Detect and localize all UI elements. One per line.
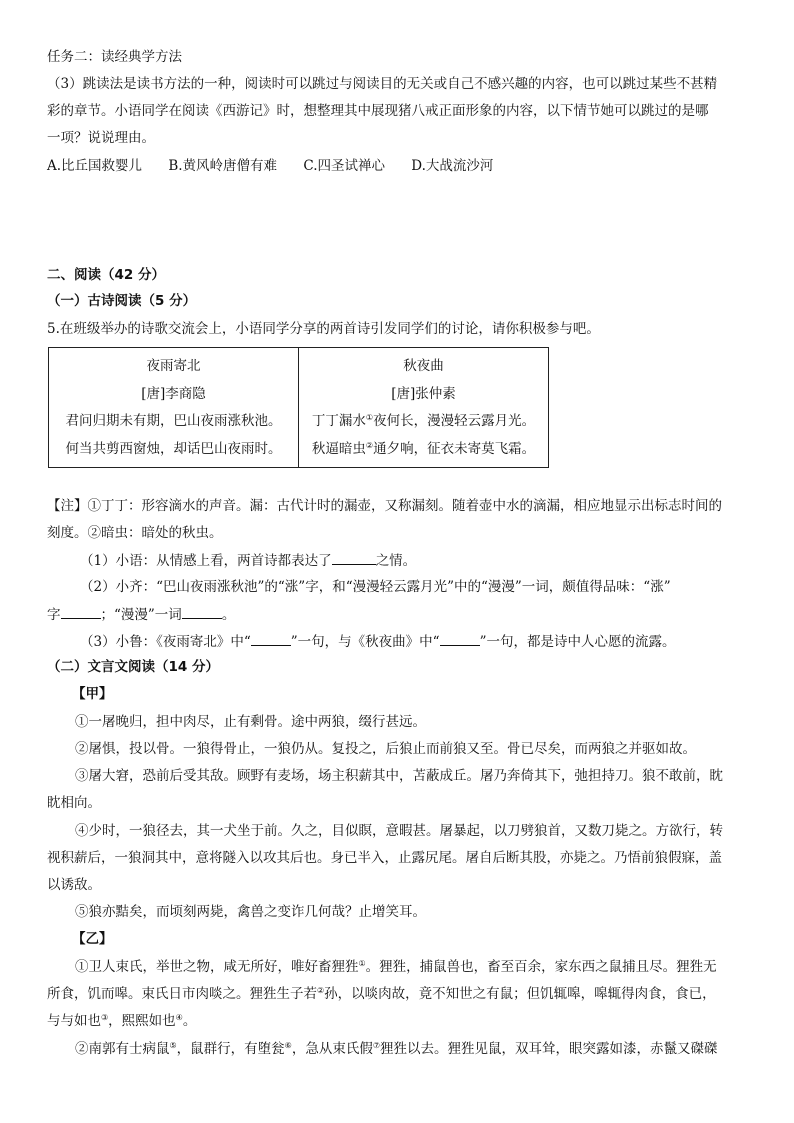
poem-right-line1: 丁丁漏水①夜何长，漫漫轻云露月光。	[311, 413, 536, 429]
poem-left-line1: 君问归期未有期，巴山夜雨涨秋池。	[65, 413, 282, 429]
jia-p2: ②屠惧，投以骨。一狼得骨止，一狼仍从。复投之，后狼止而前狼又至。骨已尽矣，而两狼之并驱如故。	[75, 741, 696, 757]
jia-p3-line1: ③屠大窘，恐前后受其敌。顾野有麦场，场主积薪其中，苫蔽成丘。屠乃奔倚其下，弛担持刀。狼不敢前，眈	[75, 768, 723, 784]
jia-p4-line3: 以诱敌。	[47, 877, 101, 893]
jia-p5: ⑤狼亦黠矣，而顷刻两毙，禽兽之变诈几何哉？止增笑耳。	[75, 904, 426, 920]
classical-title: （二）文言文阅读（14 分）	[47, 659, 219, 675]
poem-q2-line1: （2）小齐：“巴山夜雨涨秋池”的“涨”字，和“漫漫轻云露月光”中的“漫漫”一词，颇值得品味：“涨”	[80, 579, 671, 595]
poem-left	[49, 348, 299, 468]
section2-sub1: （一）古诗阅读（5 分）	[47, 293, 197, 309]
poem-left-title: 夜雨寄北	[146, 358, 201, 374]
option-d: D.大战流沙河	[411, 158, 494, 174]
passage-yi-label: 【乙】	[72, 931, 113, 947]
yi-p2-line1: ②南郭有士病鼠⑤，鼠群行，有堕瓮⑥，急从束氏假⑦狸狌以去。狸狌见鼠，双耳耸，眼突露如漆，赤鬣又磔磔	[75, 1041, 718, 1057]
answer-blank[interactable]	[332, 550, 376, 565]
footnote-marker: ②	[365, 440, 374, 450]
answer-blank[interactable]	[182, 604, 222, 619]
option-c: C.四圣试禅心	[303, 158, 385, 174]
answer-blank[interactable]	[61, 604, 101, 619]
task2-title: 任务二：读经典学方法	[47, 49, 182, 65]
notes-line1: 【注】①丁丁：形容滴水的声音。漏：古代计时的漏壶，又称漏刻。随着壶中水的滴漏，相应地显示出标志时间的	[47, 498, 722, 514]
poem-q2-line2: 字 ；“漫漫”一词 。	[47, 604, 235, 625]
answer-blank[interactable]	[251, 631, 291, 646]
jia-p4-line2: 视积薪后，一狼洞其中，意将隧入以攻其后也。身已半入，止露尻尾。屠自后断其股，亦毙之。乃悟前狼假寐，盖	[47, 850, 722, 866]
poem-right-line2: 秋逼暗虫②通夕响，征衣未寄莫飞霜。	[311, 440, 536, 457]
passage-jia-label: 【甲】	[72, 686, 113, 702]
task2-q3-line2: 彩的章节。小语同学在阅读《西游记》时，想整理其中展现猪八戒正面形象的内容，以下情节她可以跳过的是哪	[47, 103, 709, 119]
question-5: 5.在班级举办的诗歌交流会上，小语同学分享的两首诗引发同学们的讨论，请你积极参与吧。	[47, 321, 600, 337]
option-b: B.黄风岭唐僧有难	[168, 158, 278, 174]
poem-left-line2: 何当共剪西窗烛，却话巴山夜雨时。	[65, 440, 282, 457]
jia-p4-line1: ④少时，一狼径去，其一犬坐于前。久之，目似瞑，意暇甚。屠暴起，以刀劈狼首，又数刀毙之。方欲行，转	[75, 823, 723, 839]
task2-options	[47, 156, 515, 176]
answer-blank[interactable]	[440, 631, 480, 646]
poem-q3: （3）小鲁：《夜雨寄北》中“ ”一句，与《秋夜曲》中“ ”一句，都是诗中人心愿的流露。	[80, 631, 675, 652]
poem-left-author: [唐]李商隐	[141, 385, 206, 402]
jia-p1: ①一屠晚归，担中肉尽，止有剩骨。途中两狼，缀行甚远。	[75, 714, 426, 730]
yi-p1-line2: 所食，饥而嗥。束氏日市肉啖之。狸狌生子若②孙，以啖肉故，竟不知世之有鼠；但饥辄嗥，嗥辄得肉食，食已，	[47, 986, 716, 1002]
yi-p1-line1: ①卫人束氏，举世之物，咸无所好，唯好畜狸狌①。狸狌，捕鼠兽也，畜至百余，家东西之鼠捕且尽。狸狌无	[75, 959, 717, 975]
section2-title: 二、阅读（42 分）	[47, 267, 165, 283]
poem-right-author: [唐]张仲素	[391, 385, 456, 402]
poem-right	[299, 348, 549, 468]
task2-q3-line1: （3）跳读法是读书方法的一种，阅读时可以跳过与阅读目的无关或自己不感兴趣的内容，也可以跳过某些不甚精	[47, 76, 718, 92]
poem-q1: （1）小语：从情感上看，两首诗都表达了 之情。	[80, 550, 416, 571]
task2-q3-line3: 一项？说说理由。	[47, 130, 155, 146]
poems-table	[48, 347, 549, 468]
footnote-marker: ①	[365, 413, 374, 422]
poem-right-title: 秋夜曲	[403, 358, 444, 374]
notes-line2: 刻度。②暗虫：暗处的秋虫。	[47, 525, 223, 541]
jia-p3-line2: 眈相向。	[47, 795, 101, 811]
option-a: A.比丘国救婴儿	[47, 158, 143, 174]
yi-p1-line3: 与与如也③，熙熙如也④。	[47, 1013, 197, 1029]
